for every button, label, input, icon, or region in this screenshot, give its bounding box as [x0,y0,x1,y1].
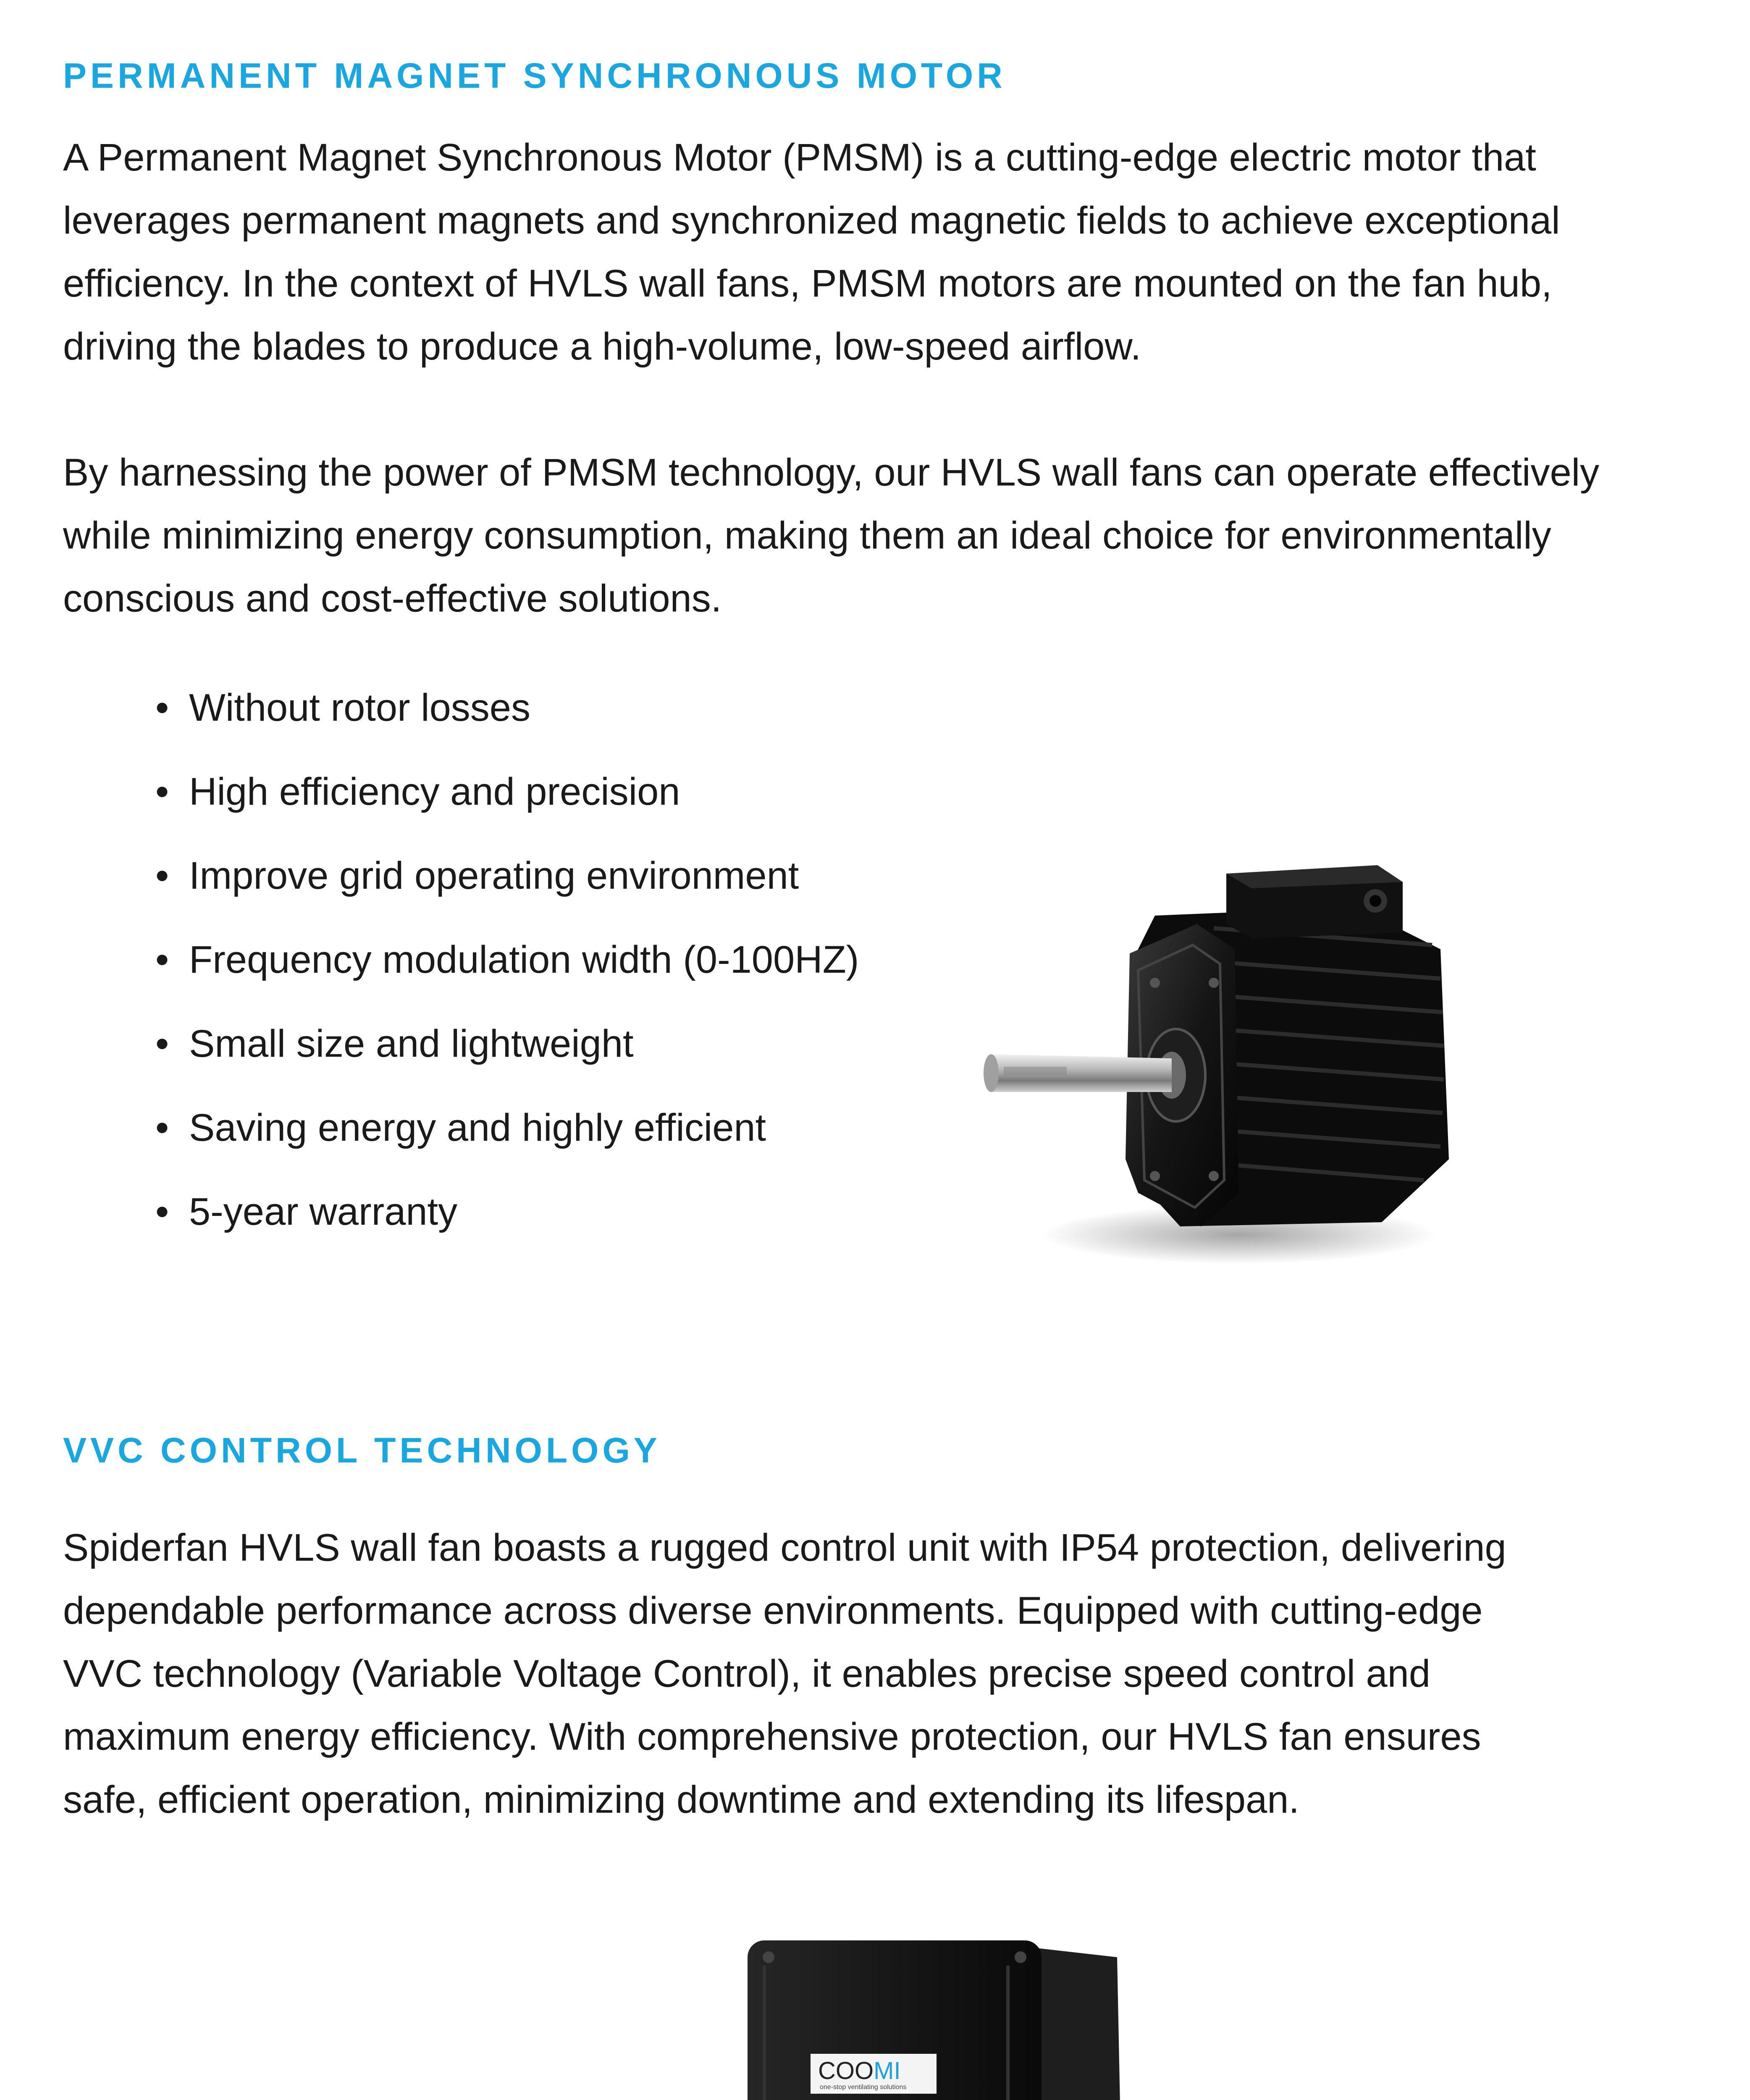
bullet-icon: • [155,1106,169,1149]
pmsm-intro-paragraph [63,126,1692,378]
brand-tagline: one-stop ventilating solutions [820,2084,907,2091]
paragraph-line: efficiency. In the context of HVLS wall fans, PMSM motors are mounted on the fan hub, [63,262,1552,305]
paragraph-line: maximum energy efficiency. With comprehensive protection, our HVLS fan ensures [63,1715,1481,1758]
paragraph-line: while minimizing energy consumption, making them an ideal choice for environmentally [63,514,1551,557]
brand-part1: COOMI [818,2057,901,2084]
bullet-icon: • [155,1190,169,1233]
list-item [155,1178,859,1262]
paragraph-line: A Permanent Magnet Synchronous Motor (PMSM) is a cutting-edge electric motor that [63,136,1536,179]
list-item [155,926,859,1010]
vvc-controller-image [739,1932,1138,2100]
feature-text: Frequency modulation width (0-100HZ) [189,938,859,981]
bullet-icon: • [155,938,169,981]
list-item [155,1010,859,1094]
feature-text: Without rotor losses [189,686,530,729]
paragraph-line: dependable performance across diverse environments. Equipped with cutting-edge [63,1589,1483,1632]
pmsm-benefits-paragraph [63,441,1692,630]
section-heading-pmsm: PERMANENT MAGNET SYNCHRONOUS MOTOR [63,56,1006,95]
paragraph-line: VVC technology (Variable Voltage Control), it enables precise speed control and [63,1652,1430,1695]
paragraph-line: leverages permanent magnets and synchronized magnetic fields to achieve exceptional [63,199,1560,242]
list-item [155,1094,859,1178]
feature-text: Small size and lightweight [189,1022,634,1065]
bullet-icon: • [155,854,169,897]
bullet-icon: • [155,770,169,813]
bullet-icon: • [155,686,169,729]
paragraph-line: conscious and cost-effective solutions. [63,577,722,620]
section-heading-vvc: VVC CONTROL TECHNOLOGY [63,1431,661,1470]
feature-text: Improve grid operating environment [189,854,799,897]
pmsm-motor-image [979,857,1461,1268]
feature-list [155,674,859,1262]
list-item [155,842,859,926]
paragraph-line: Spiderfan HVLS wall fan boasts a rugged control unit with IP54 protection, delivering [63,1526,1506,1569]
paragraph-line: safe, efficient operation, minimizing downtime and extending its lifespan. [63,1778,1299,1821]
feature-text: 5-year warranty [189,1190,458,1233]
feature-text: High efficiency and precision [189,770,680,813]
list-item [155,758,859,842]
bullet-icon: • [155,1022,169,1065]
feature-text: Saving energy and highly efficient [189,1106,766,1149]
paragraph-line: driving the blades to produce a high-volume, low-speed airflow. [63,325,1141,368]
list-item [155,674,859,758]
paragraph-line: By harnessing the power of PMSM technology, our HVLS wall fans can operate effectively [63,451,1600,494]
vvc-paragraph [63,1516,1692,1831]
